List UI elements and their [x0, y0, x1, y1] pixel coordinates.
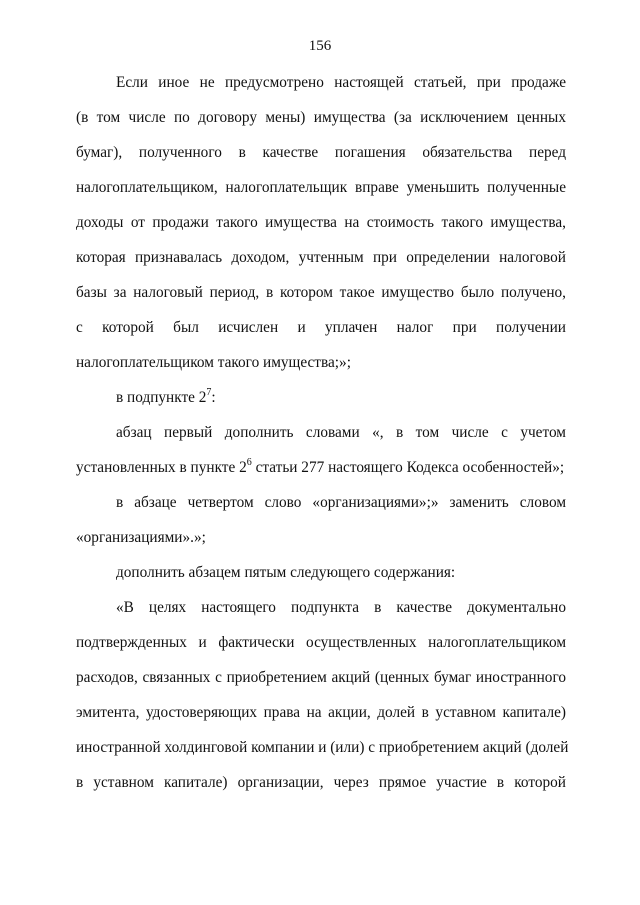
text-line-reference [76, 458, 566, 478]
text-line: доходы от продажи такого имущества на стоимость такого имущества, [76, 214, 566, 231]
text-line: «В целях настоящего подпункта в качестве документально [116, 599, 566, 616]
text-line: которая признавалась доходом, учтенным при определении налоговой [76, 249, 566, 266]
text-line: налогоплательщиком такого имущества;»; [76, 354, 351, 371]
text-line-subpoint [116, 388, 566, 408]
text-line: эмитента, удостоверяющих права на акции, долей в уставном капитале) [76, 704, 566, 721]
text-line: иностранной холдинговой компании и (или) с приобретением акций (долей [76, 739, 569, 756]
text-line: в абзаце четвертом слово «организациями»;» заменить словом [116, 494, 566, 511]
text-line: расходов, связанных с приобретением акций (ценных бумаг иностранного [76, 669, 566, 686]
text-line: в уставном капитале) организации, через прямое участие в которой [76, 774, 566, 791]
text-line: подтвержденных и фактически осуществленных налогоплательщиком [76, 634, 566, 651]
text-fragment: установленных в пункте 2 [76, 459, 247, 476]
text-fragment: статьи 277 настоящего Кодекса особенностей»; [251, 459, 565, 476]
page-number: 156 [308, 38, 332, 54]
text-line: бумаг), полученного в качестве погашения обязательства перед [76, 144, 566, 161]
text-fragment: : [211, 389, 216, 406]
text-line: базы за налоговый период, в котором такое имущество было получено, [76, 284, 566, 301]
text-line: налогоплательщиком, налогоплательщик вправе уменьшить полученные [76, 179, 566, 196]
text-line: дополнить абзацем пятым следующего содержания: [116, 564, 456, 581]
text-line: «организациями».»; [76, 529, 206, 546]
text-line: абзац первый дополнить словами «, в том числе с учетом [116, 424, 566, 441]
text-fragment: в подпункте 2 [116, 389, 207, 406]
superscript: 6 [246, 456, 252, 468]
text-line: Если иное не предусмотрено настоящей статьей, при продаже [116, 74, 566, 91]
superscript: 7 [206, 386, 212, 398]
text-line: (в том числе по договору мены) имущества (за исключением ценных [76, 109, 566, 126]
text-line: с которой был исчислен и уплачен налог при получении [76, 319, 566, 336]
